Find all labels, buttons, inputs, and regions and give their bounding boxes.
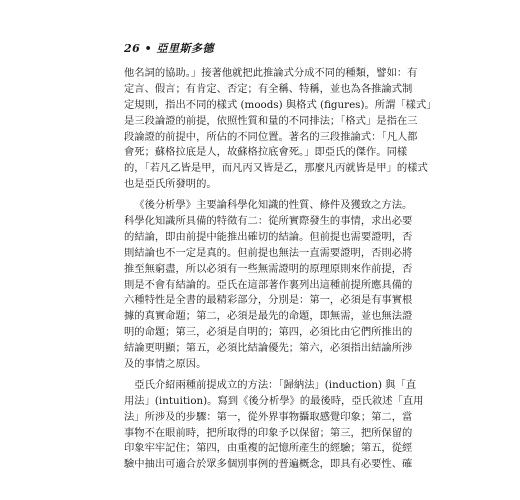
text-line: 事物不在眼前時，把所取得的印象予以保留；第三，把所保留的	[124, 426, 413, 439]
book-title: 亞里斯多德	[156, 42, 215, 55]
paragraph	[124, 378, 424, 473]
text-line: 也是亞氏所發明的。	[124, 178, 217, 191]
running-header	[124, 40, 214, 56]
text-line: 則結論也不一定是真的。但前提也無法一直需要證明，否則必將	[124, 246, 413, 259]
text-line: 的結論，即由前提中能推出確切的結論。但前提也需要證明，否	[124, 230, 413, 243]
page-number: 26	[124, 42, 141, 55]
body-text	[124, 66, 437, 473]
text-line: 科學化知識所具備的特徵有二：從所實際發生的事情，求出必要	[124, 215, 413, 228]
text-line: 定規則，指出不同的樣式 (moods) 與格式 (figures)。所謂「樣式」	[124, 98, 437, 111]
text-line: 他名詞的協助。」接著他就把此推論式分成不同的種類，譬如：有	[124, 67, 418, 79]
text-line: 則是不會有結論的。亞氏在這部著作裏列出這種前提所應具備的	[124, 278, 413, 291]
text-line: 及的事情之原因。	[124, 358, 207, 371]
text-line: 《後分析學》主要論科學化知識的性質、條件及獲致之方法。	[134, 199, 413, 212]
text-line: 用法」(intuition)。寫到《後分析學》的最後時，亞氏敘述「直用	[124, 394, 424, 407]
text-line: 是三段論證的前提，依照性質和量的不同排法；「格式」是指在三	[124, 114, 418, 127]
text-line: 亞氏介紹兩種前提成立的方法：「歸納法」(induction) 與「直	[134, 378, 417, 391]
paragraph	[124, 198, 413, 373]
text-line: 法」所涉及的步驟：第一，從外界事物攝取感覺印象；第二，當	[124, 410, 413, 423]
text-line: 的，「若凡乙皆是甲，而凡丙又皆是乙，那麼凡丙就皆是甲」的樣式	[124, 162, 428, 175]
text-line: 印象牢牢記住；第四，由重複的記憶所產生的經驗；第五，從經	[124, 442, 413, 455]
paragraph	[124, 66, 437, 193]
text-line: 推至無窮盡，所以必須有一些無需證明的原理原則來作前提，否	[124, 262, 413, 275]
text-line: 定言、假言；有肯定、否定；有全稱、特稱，並也為各推論式制	[124, 82, 413, 95]
text-line: 據的真實命題；第二，必須是最先的命題，即無需，並也無法證	[124, 310, 413, 323]
text-line: 明的命題；第三，必須是自明的；第四，必須比由它們所推出的	[124, 326, 413, 339]
text-line: 段論證的前提中，所佔的不同位置。著名的三段推論式：「凡人都	[124, 130, 418, 143]
header-separator: •	[144, 42, 153, 55]
text-line: 會死；蘇格拉底是人，故蘇格拉底會死。」即亞氏的傑作。同樣	[124, 146, 408, 159]
text-line: 結論更明顯；第五，必須比結論優先；第六，必須指出結論所涉	[124, 342, 413, 355]
text-line: 六種特性是全書的最精彩部分，分別是：第一，必須是有事實根	[124, 294, 413, 307]
text-line: 驗中抽出可適合於眾多個別事例的普遍概念，即具有必要性、確	[124, 458, 413, 471]
